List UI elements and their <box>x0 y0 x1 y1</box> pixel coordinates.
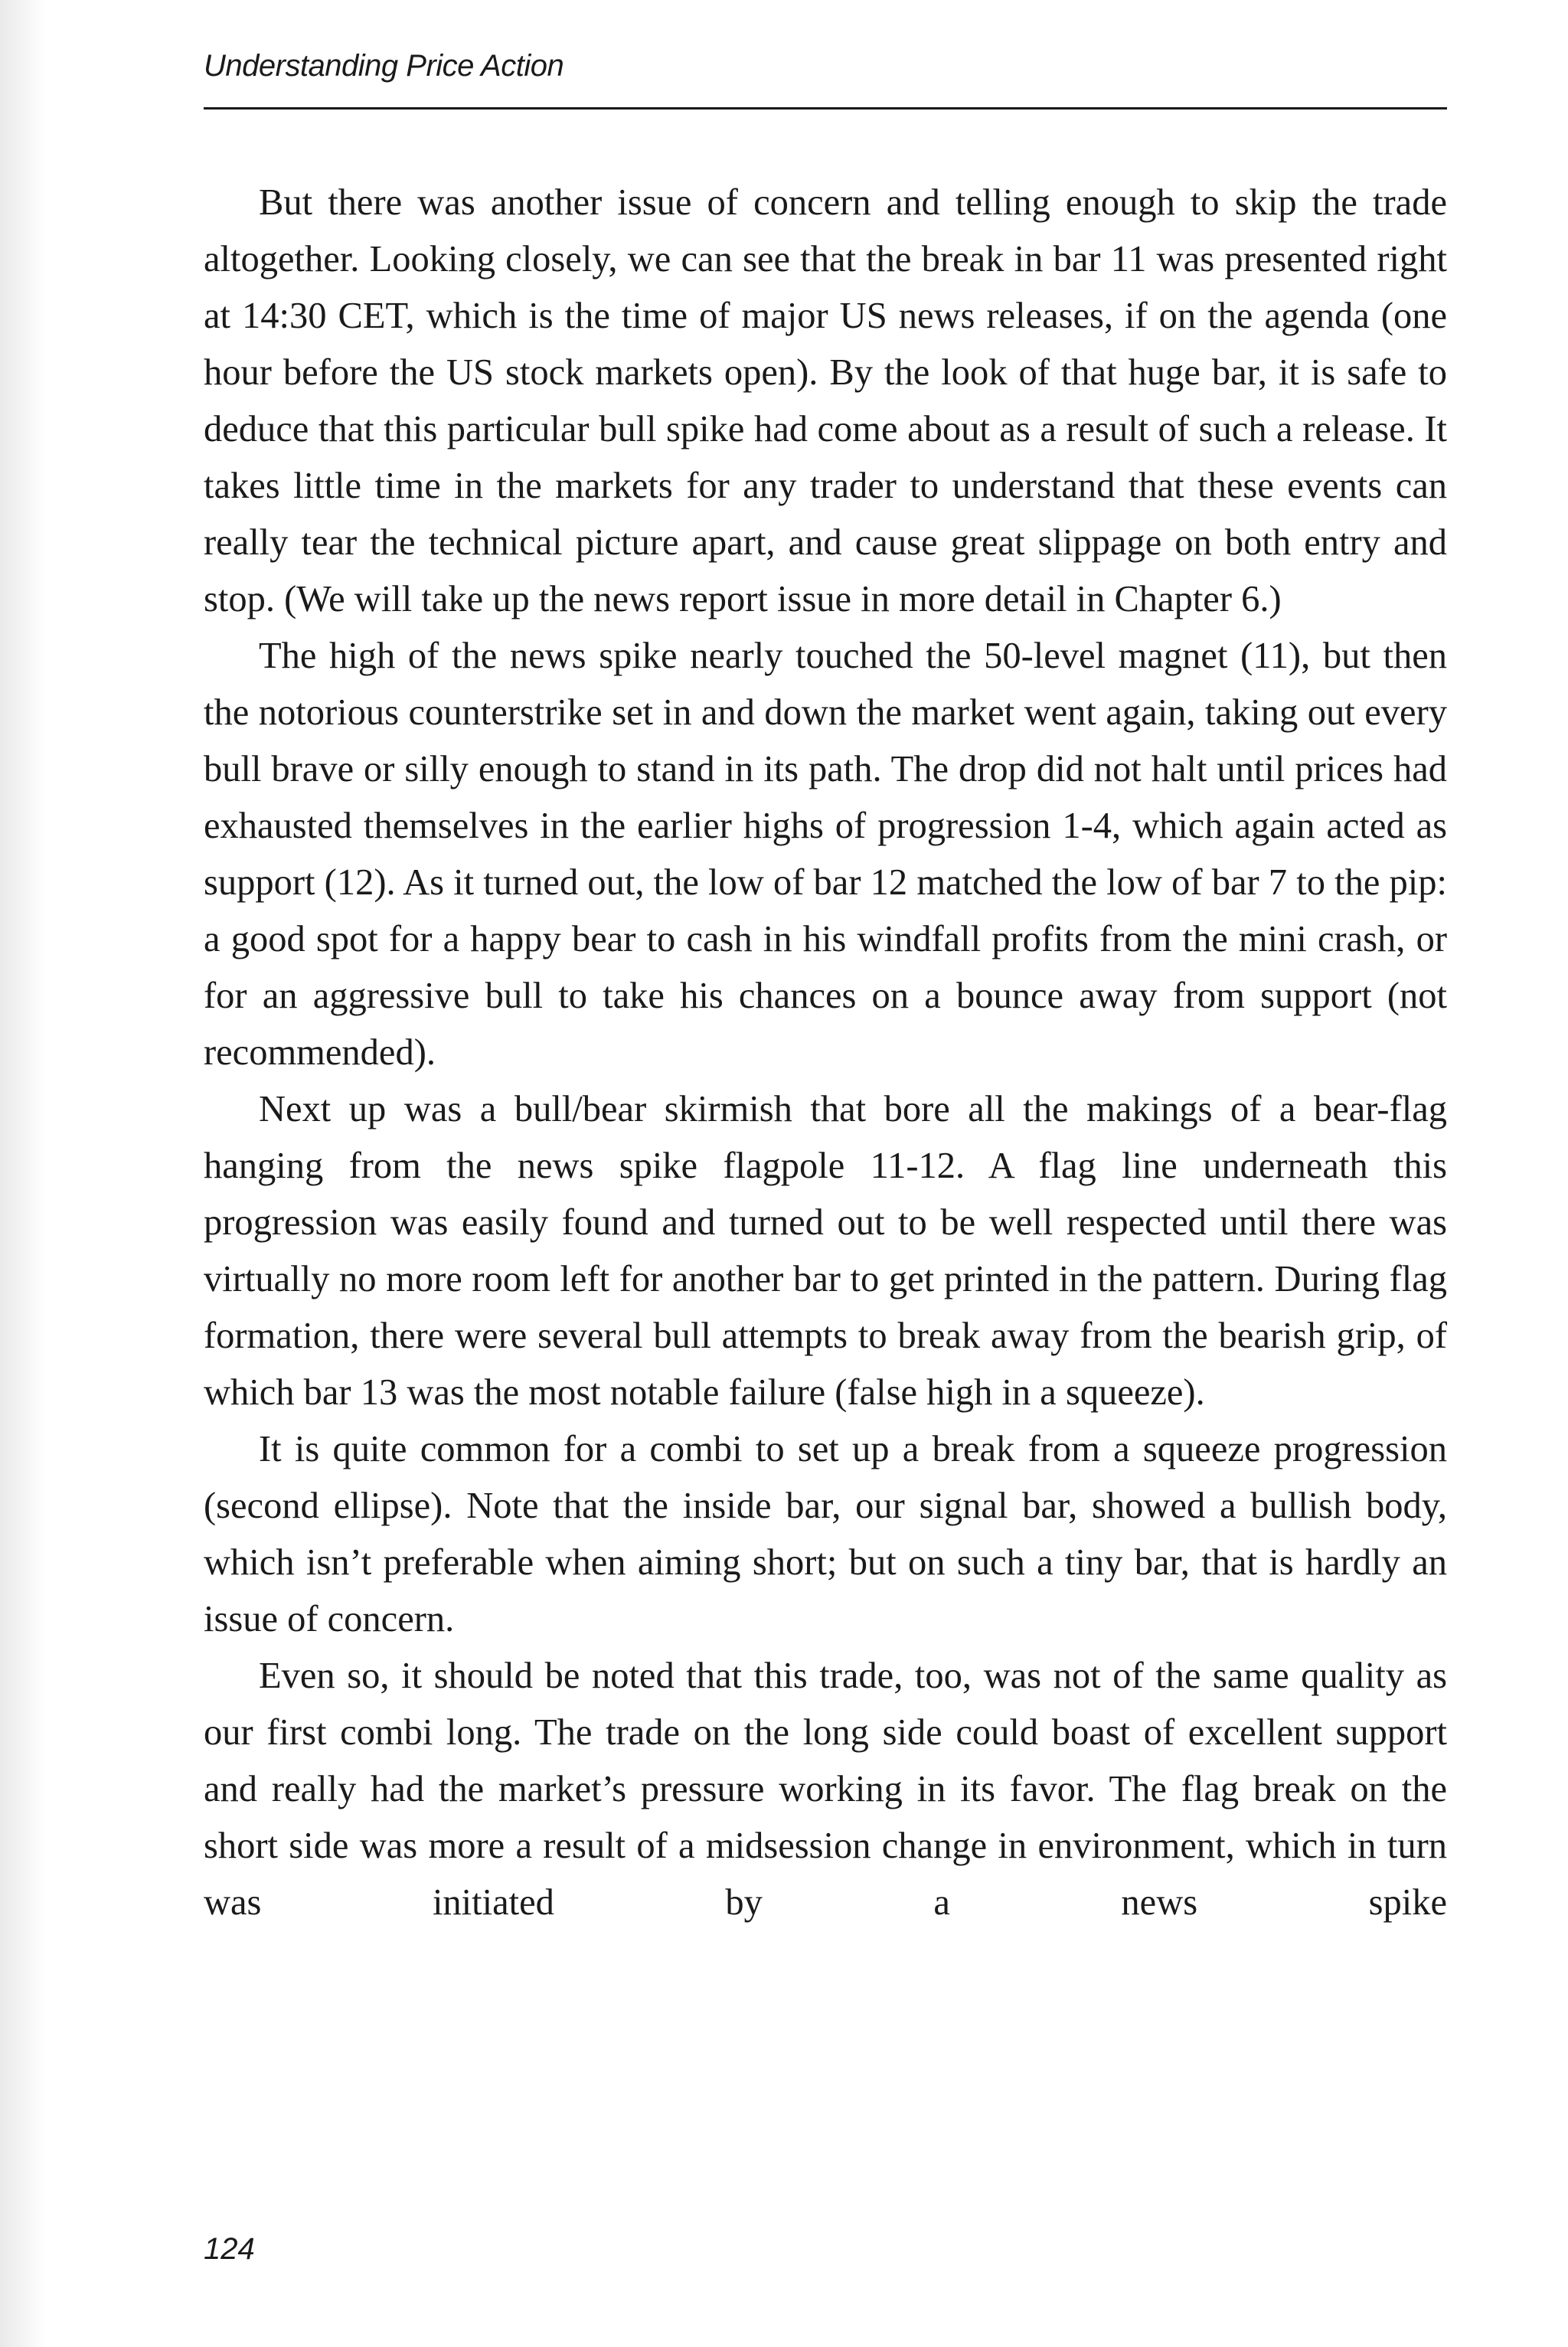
paragraph-2: The high of the news spike nearly touched the 50-level magnet (11), but then the notorious counterstrike set in and down the market went again, taking out every bull brave or silly enough to stand in its path. The drop did not halt until prices had exhausted themselves in the earlier highs of progression 1-4, which again acted as support (12). As it turned out, the low of bar 12 matched the low of bar 7 to the pip: a good spot for a happy bear to cash in his windfall profits from the mini crash, or for an aggressive bull to take his chances on a bounce away from support (not recommended). <box>204 636 1447 1073</box>
page-number: 124 <box>204 2232 255 2266</box>
paragraph-5: Even so, it should be noted that this trade, too, was not of the same quality as our first combi long. The trade on the long side could boast of excellent support and really had the market’s pressure working in its favor. The flag break on the short side was more a result of a midsession change in environment, which in turn was initiated by a news spike <box>204 1656 1447 1923</box>
page-edge-shadow <box>0 0 46 2347</box>
running-head: Understanding Price Action <box>204 49 564 83</box>
header-rule <box>204 107 1447 110</box>
paragraph-1: But there was another issue of concern and telling enough to skip the trade altogether. Looking closely, we can see that the break in bar 11 was presented right at 14:30 CET, which is the time of major US news releases, if on the agenda (one hour before the US stock markets open). By the look of that huge bar, it is safe to deduce that this particular bull spike had come about as a result of such a release. It takes little time in the markets for any trader to understand that these events can really tear the technical picture apart, and cause great slippage on both entry and stop. (We will take up the news report issue in more detail in Chapter 6.) <box>204 182 1447 619</box>
paragraph-3: Next up was a bull/bear skirmish that bore all the makings of a bear-flag hanging from the news spike flagpole 11-12. A flag line underneath this progression was easily found and turned out to be well respected until there was virtually no more room left for another bar to get printed in the pattern. During flag formation, there were several bull attempts to break away from the bearish grip, of which bar 13 was the most notable failure (false high in a squeeze). <box>204 1089 1447 1413</box>
body-text <box>204 175 1447 1931</box>
paragraph-4: It is quite common for a combi to set up a break from a squeeze progression (second ellipse). Note that the inside bar, our signal bar, showed a bullish body, which isn’t preferable when aiming short; but on such a tiny bar, that is hardly an issue of concern. <box>204 1429 1447 1639</box>
